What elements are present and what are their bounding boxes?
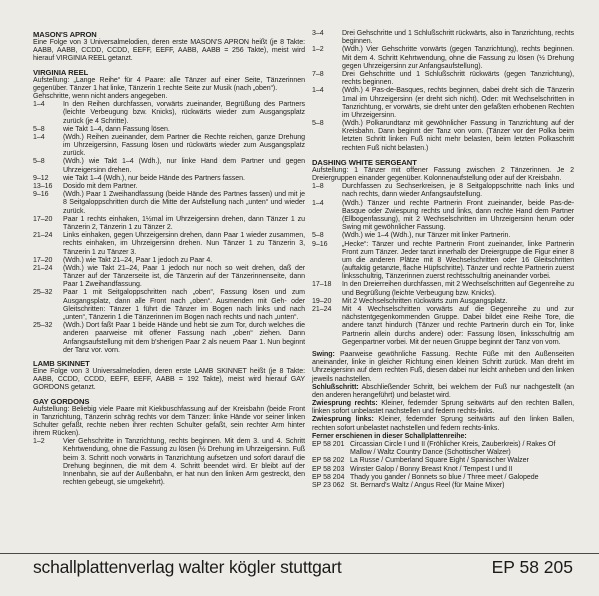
section-title-gay-gordons: GAY GORDONS <box>33 396 90 406</box>
virginia-reel-intro: Aufstellung: „Lange Reihe“ für 4 Paare: alle Tänzer auf einer Seite, Tänzerinnen gegenüber. Tänzer 1 hat linke, Tänzerin 1 rechte Seite zur Musik (nach „oben“). <box>33 76 305 92</box>
step-row <box>33 158 305 174</box>
also-published-title: Ferner erschienen in dieser Schallplattenreihe: <box>312 432 467 440</box>
section-title-lamb-skinnet: LAMB SKINNET <box>33 358 90 368</box>
masons-apron-text: Eine Folge von 3 Universalmelodien, deren erste MASON'S APRON heißt (je 8 Takte: AABB, AABB, CCDD, CCDD, EEFF, EEFF, AABB, AABB = 256 Takte), meist wird hierauf VIRGINIA REEL getanzt. <box>33 39 305 63</box>
step-bars: 21–24 <box>33 264 53 272</box>
step-row <box>312 120 574 153</box>
step-bars: 9–12 <box>33 174 49 182</box>
dashing-steps <box>312 183 574 347</box>
glossary-entry <box>312 400 574 416</box>
glossary-term: Zwiesprung links: <box>312 416 374 424</box>
step-row <box>312 30 574 46</box>
step-row <box>312 46 574 71</box>
record-number: EP 58 201 <box>312 441 345 448</box>
publisher-name: schallplattenverlag walter kögler stuttgart <box>33 557 342 577</box>
glossary-entry <box>312 416 574 432</box>
step-bars: 1–4 <box>33 101 45 109</box>
step-bars: 5–8 <box>312 120 324 128</box>
step-bars: 1–2 <box>33 438 45 446</box>
step-row <box>312 241 574 282</box>
glossary-entry <box>312 384 574 400</box>
step-bars: 1–2 <box>312 46 324 54</box>
glossary-text: Kleiner, federnder Sprung seitwärts auf den rechten Ballen, linken sofort unbelastet nachstellen und federn rechts-links. <box>312 400 574 416</box>
dashing-intro: Aufstellung: 1 Tänzer mit offener Fassung zwischen 2 Tänzerinnen. Je 2 Dreiergruppen einander gegenüber. Kolonnenaufstellung oder auf der Kreisbahn. <box>312 166 574 182</box>
step-bars: 19–20 <box>312 297 332 305</box>
step-row <box>33 257 305 265</box>
step-bars: 9–16 <box>312 240 328 248</box>
step-text: Mit 4 Wechselschritten vorwärts auf die Gegenreihe zu und zur nächstentgegenkommenden Gruppe. Dabei bildet eine Reihe Tore, die andere tanzt hindurch (Tänzer und rechte Partnerin durch ein Tor, linke Partnerin allein durchs andere) oder: Fassung lösen, linksschultrig am Gegenpartner vorbei. Mit der neuen Gruppe beginnt der Tanz von vorn. <box>342 306 574 346</box>
step-bars: 21–24 <box>33 232 53 240</box>
step-text: (Wdh.) wie Takt 21–24, Paar 1 jedoch zu Paar 4. <box>63 256 213 264</box>
step-text: (Wdh.) wie 1–4 (Wdh.), nur Tänzer mit linker Partnerin. <box>342 232 511 240</box>
step-text: Drei Gehschritte und 1 Schlußschritt rückwärts (gegen Tanzrichtung), rechts beginnen. <box>342 70 574 87</box>
step-row <box>312 232 574 240</box>
glossary <box>312 351 574 433</box>
virginia-reel-note: Gehschritte, wenn nicht anders angegeben. <box>33 92 168 100</box>
step-bars: 1–8 <box>312 183 324 191</box>
record-titles: St. Bernard's Waltz / Angus Reel (für Maine Mixer) <box>350 481 505 489</box>
step-row <box>312 298 574 306</box>
step-row <box>33 134 305 159</box>
step-row <box>312 281 574 297</box>
step-row <box>33 232 305 257</box>
record-item <box>312 441 574 457</box>
catalog-number: EP 58 205 <box>491 557 573 577</box>
step-bars: 17–18 <box>312 281 332 289</box>
record-titles: Thady you gander / Bonnets so blue / Three meet / Galopede <box>350 473 539 481</box>
step-row <box>312 306 574 347</box>
step-text: (Wdh.) Vier Gehschritte vorwärts (gegen Tanzrichtung), rechts beginnen. Mit dem 4. Schritt Kehrtwendung, ohne die Fassung zu lösen (½ Drehung gegen Uhrzeigersinn zur Anfangsaufstellung). <box>342 46 574 70</box>
step-text: Paar 1 mit Seitgaloppschritten nach „oben“, Fassung lösen und zum Ausgangsplatz, dann alle Front nach „oben“. Ausmenden mit Geh- oder Gleitschritten: Tänzer 1 führt die Tänzer im Bogen nach links und nach „unten“, Tänzerin 1 die Tänzerinnen im Bogen nach rechts und nach „unten“. <box>63 289 305 321</box>
step-bars: 25–32 <box>33 289 53 297</box>
step-bars: 5–8 <box>312 232 324 240</box>
step-bars: 1–4 <box>33 133 45 141</box>
step-row <box>33 175 305 183</box>
record-titles: Winster Galop / Bonny Breast Knot / Tempest I und II <box>350 465 513 473</box>
gay-gordons-intro: Aufstellung: Beliebig viele Paare mit Kiekbuschfassung auf der Kreisbahn (beide Front in Tanzrichtung, Tänzerin schräg rechts vor dem Tänzer: linke Hände vor seiner linken Schulter gefaßt, rechte neben ihrer rechten Schulter gefaßt, sein rechter Arm hinter ihrem Rücken). <box>33 405 305 438</box>
step-text: Durchfassen zu Sechserkreisen, je 8 Seitgaloppschritte nach links und nach rechts, dann wieder Anfangsaufstellung. <box>342 183 574 199</box>
record-number: EP 58 202 <box>312 457 345 465</box>
footer-rule <box>0 553 599 554</box>
step-text: In den Dreierreihen durchfassen, mit 2 Wechselschritten auf Gegenreihe zu und Begrüßung (leichte Verbeugung bzw. Knicks). <box>342 281 574 297</box>
step-text: (Wdh.) wie Takt 21–24, Paar 1 jedoch nur noch so weit drehen, daß der Tänzer auf der Tänzerseite ist, die Tänzerin auf der Tänzerinnenseite, dann Paar 1 Zweihandfassung. <box>63 264 305 289</box>
lamb-skinnet-text: Eine Folge von 3 Universalmelodien, deren erste LAMB SKINNET heißt (je 8 Takte: AABB, CCDD, CCDD, EEFF, EEFF, AABB = 192 Takte), meist wird hierauf GAY GORDONS getanzt. <box>33 367 305 392</box>
step-bars: 25–32 <box>33 322 53 330</box>
step-text: (Wdh.) Paar 1 Zweihandfassung (beide Hände des Partnes fassen) und mit je 8 Seitgaloppschritten durch die Mitte der Aufstellung nach „unten“ und wieder zurück. <box>63 191 305 215</box>
step-bars: 21–24 <box>312 306 332 313</box>
step-text: Vier Gehschritte in Tanzrichtung, rechts beginnen. Mit dem 3. und 4. Schritt Kehrtwendung, ohne die Fassung zu lösen (½ Drehung im Uhrzeigersinn. Fuß beim 3. Schritt noch vorwärts in Tanzrichtung aufsetzen und sofort darauf die Drehung beginnen, die mit dem 4. Schritt beendet wird. Er bleibt auf der Innenbahn, sie auf der Außenbahn, er hat nun den linken Arm gestreckt, den rechten gebeugt, sie umgekehrt). <box>63 438 305 487</box>
step-text: (Wdh.) Polkarundtanz mit gewöhnlicher Fassung in Tanzrichtung auf der Kreisbahn. Dann beginnt der Tanz von vorn. (Tänzer vor der Polka beim letzten Schritt linken Fuß nicht mehr belasten, beim letzten Polkaschritt rechten Fuß nicht belasten.) <box>342 120 574 152</box>
step-row <box>33 101 305 126</box>
step-text: (Wdh.) 4 Pas-de-Basques, rechts beginnen, dabei dreht sich die Tänzerin 1mal im Uhrzeigersinn (er dreht sich nicht). Oder: mit Wechselschritten in Tanzrichtung, er vorwärts, sie dreht unter den gefaßten erhobenen Rechten im Uhrzeigersinn. <box>342 87 574 119</box>
glossary-text: Kleiner, federnder Sprung seitwärts auf den linken Ballen, rechten sofort unbelastet nachstellen und federn rechts-links. <box>312 416 574 432</box>
record-item <box>312 482 574 490</box>
step-row <box>33 126 305 134</box>
step-text: Paar 1 rechts einhaken, 1½mal im Uhrzeigersinn drehen, dann Tänzer 1 zu Tänzerin 2, Tänzerin 1 zu Tänzer 2. <box>63 215 305 231</box>
step-text: Drei Gehschritte und 1 Schlußschritt rückwärts, also in Tanzrichtung, rechts beginnen. <box>342 30 574 46</box>
glossary-term: Swing: <box>312 350 335 358</box>
step-row <box>33 265 305 290</box>
also-published-list <box>312 441 574 490</box>
step-bars: 5–8 <box>33 158 45 166</box>
step-bars: 17–20 <box>33 215 53 223</box>
step-text: Dosido mit dem Partner. <box>63 183 138 190</box>
step-text: (Wdh.) Tänzer und rechte Partnerin Front zueinander, beide Pas-de-Basque oder Zwiespung rechts und links, dann rechte Hand dem Partner (Ellbogenfassung), mit 2 Wechselschritten im Uhrzeigersinn herum oder Swing mit gewöhnlicher Fassung. <box>342 199 574 232</box>
step-text: (Wdh.) wie Takt 1–4 (Wdh.), nur linke Hand dem Partner und gegen Uhrzeigersinn drehen. <box>63 158 305 174</box>
glossary-text: Abschließender Schritt, bei welchem der Fuß nur nachgestellt (an den anderen herangeführt) und belastet wird. <box>312 383 574 399</box>
section-title-dashing-white-sergeant: DASHING WHITE SERGEANT <box>312 157 417 167</box>
step-text: „Hecke“: Tänzer und rechte Partnerin Front zueinander, linke Partnerin Front zum Tänzer. Jeder tanzt innerhalb der Dreiergruppe die Figur einer 8 um die anderen Plätze mit 8 Wechselschritten oder 16 Gleitschritten (auftaktig getanzte, flache Hüpfschritte). Tänzer und rechte Partnerin zuerst linksschultrig, Tänzerinnen zuerst rechtsschultrig aneinander vorbei. <box>342 240 574 281</box>
step-bars: 17–20 <box>33 256 53 264</box>
glossary-text: Paarweise gewöhnliche Fassung. Rechte Füße mit den Außenseiten aneinander, linke in gleicher Richtung einen kleinen Schritt zurück. Man dreht im Uhrzeigersinn auf dem rechten Fuß, diesen dabei nur leicht anheben und den linken jeweils nachstellen. <box>312 350 574 383</box>
step-row <box>312 87 574 120</box>
step-row <box>312 200 574 233</box>
step-bars: 1–4 <box>312 87 324 95</box>
step-row <box>33 289 305 322</box>
record-item <box>312 457 574 465</box>
record-titles: Circassian Circle I und II (Fröhlicher Kreis, Zauberkreis) / Rakes Of Mallow / Waltz Country Dance (Schottischer Walzer) <box>350 441 556 457</box>
step-row <box>312 183 574 199</box>
step-bars: 1–4 <box>312 199 324 207</box>
record-number: EP 58 203 <box>312 465 345 473</box>
glossary-term: Zwiesprung rechts: <box>312 400 378 408</box>
step-row <box>312 71 574 87</box>
section-title-masons-apron: MASON'S APRON <box>33 30 97 39</box>
step-bars: 7–8 <box>312 70 324 78</box>
step-text: In den Reihen durchfassen, vorwärts zueinander, Begrüßung des Partners (leichte Verbeugung bzw. Knicks), rückwärts wieder zum Ausgangsplatz zurück (je 4 Schritte). <box>63 101 305 125</box>
step-row <box>33 191 305 216</box>
glossary-entry <box>312 351 574 384</box>
step-text: (Wdh.) Reihen zueinander, dem Partner die Rechte reichen, ganze Drehung im Uhrzeigersinn, Fassung lösen und rückwärts wieder zum Ausgangsplatz zurück. <box>63 133 305 158</box>
step-row <box>33 183 305 191</box>
record-titles: La Russe / Cumberland Square Eight / Spanischer Walzer <box>350 457 529 465</box>
step-text: wie Takt 1–4 (Wdh.), nur beide Hände des Partners fassen. <box>63 174 245 182</box>
step-bars: 5–8 <box>33 125 45 133</box>
step-row <box>33 322 305 355</box>
step-row <box>33 216 305 232</box>
gay-gordons-steps-continued <box>312 30 574 153</box>
record-number: SP 23 062 <box>312 481 345 489</box>
step-text: Links einhaken, gegen Uhrzeigersinn drehen, dann Paar 1 wieder zusammen, rechts einhaken, im Uhrzeigersinn drehen. Nun Tänzer 1 zu Tänzerin 3, Tänzerin 1 zu Tänzer 3. <box>63 232 305 256</box>
step-text: wie Takt 1–4, dann Fassung lösen. <box>63 125 170 133</box>
record-number: EP 58 204 <box>312 473 345 481</box>
gay-gordons-steps <box>33 438 305 487</box>
step-bars: 13–16 <box>33 183 53 190</box>
record-item <box>312 466 574 474</box>
left-column <box>33 30 305 487</box>
glossary-term: Schlußschritt: <box>312 383 359 391</box>
step-row <box>33 438 305 487</box>
virginia-reel-steps <box>33 101 305 355</box>
step-bars: 9–16 <box>33 191 49 199</box>
step-text: Mit 2 Wechselschritten rückwärts zum Ausgangsplatz. <box>342 297 508 305</box>
record-item <box>312 474 574 482</box>
section-title-virginia-reel: VIRGINIA REEL <box>33 67 89 77</box>
step-text: (Wdh.) Dort faßt Paar 1 beide Hände und hebt sie zum Tor, durch welches die anderen paarweise mit offener Fassung nach „oben“ ziehen. Dann Anfangsaufstellung mit dem b'sherigen Paar 2 als neuem Paar 1. Nun beginnt der Tanz vor. vorn. <box>63 322 305 354</box>
right-column <box>312 30 574 490</box>
step-bars: 3–4 <box>312 30 324 37</box>
